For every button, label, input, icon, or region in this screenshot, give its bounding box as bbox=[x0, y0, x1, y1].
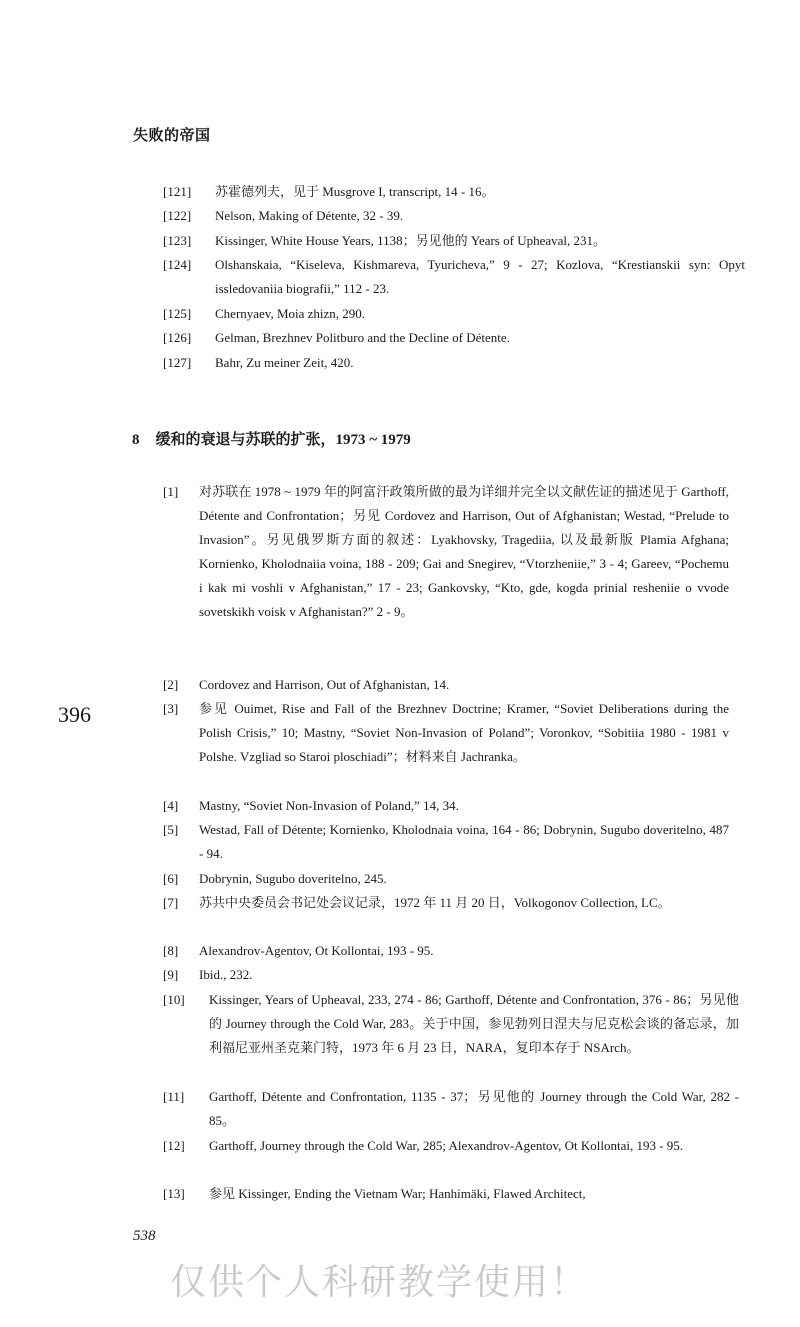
note-text: Bahr, Zu meiner Zeit, 420. bbox=[215, 355, 354, 370]
note-text: Mastny, “Soviet Non-Invasion of Poland,” 14, 34. bbox=[199, 798, 459, 813]
note-label: [5] bbox=[163, 822, 179, 837]
note-text: 参见 Ouimet, Rise and Fall of the Brezhnev Doctrine; Kramer, “Soviet Deliberations during the Polish Crisis,” 10; Mastny, “Soviet Non-Invasion of Poland”; Voronkov, “Sobitiia 1980 - 1981 v Polshe. Vzgliad so Staroi ploschiadi”；材料来自 Jachranka。 bbox=[199, 701, 729, 764]
note-text: Garthoff, Journey through the Cold War, 285; Alexandrov-Agentov, Ot Kollontai, 193 - 95. bbox=[209, 1138, 684, 1153]
note-item bbox=[163, 180, 745, 204]
section-number: 8 bbox=[132, 432, 140, 448]
note-label: [3] bbox=[163, 701, 179, 716]
note-label: [9] bbox=[163, 967, 179, 982]
note-text: Westad, Fall of Détente; Kornienko, Kholodnaia voina, 164 - 86; Dobrynin, Sugubo doveritelno, 487 - 94. bbox=[199, 822, 729, 861]
watermark: 仅供个人科研教学使用！ bbox=[170, 1262, 589, 1302]
running-header: 失败的帝国 bbox=[133, 128, 211, 144]
note-label: [12] bbox=[163, 1138, 185, 1153]
note-label: [123] bbox=[163, 233, 192, 248]
note-label: [11] bbox=[163, 1089, 185, 1104]
note-label: [124] bbox=[163, 257, 192, 272]
note-text: Chernyaev, Moia zhizn, 290. bbox=[215, 306, 366, 321]
note-item bbox=[163, 867, 729, 891]
note-text: Garthoff, Détente and Confrontation, 1135 - 37；另见他的 Journey through the Cold War, 282 - 85。 bbox=[209, 1089, 739, 1128]
section-title: 缓和的衰退与苏联的扩张，1973 ~ 1979 bbox=[155, 432, 411, 448]
note-item bbox=[163, 1182, 739, 1206]
note-label: [4] bbox=[163, 798, 179, 813]
note-label: [10] bbox=[163, 992, 185, 1007]
note-item bbox=[163, 204, 745, 228]
note-text: Olshanskaia, “Kiseleva, Kishmareva, Tyuricheva,” 9 - 27; Kozlova, “Krestianskii syn: Opyt issledovaniia biografii,” 112 - 23. bbox=[215, 257, 745, 296]
note-text: 对苏联在 1978 ~ 1979 年的阿富汗政策所做的最为详细并完全以文献佐证的描述见于 Garthoff, Détente and Confrontation；另见 Cordovez and Harrison, Out of Afghanistan; Westad, “Prelude to Invasion”。另见俄罗斯方面的叙述：Lyakhovsky, Tragediia, 以及最新版 Plamia Afghana; Kornienko, Kholodnaiia voina, 188 - 209; Gai and Snegirev, “Vtorzheniie,” 3 - 4; Gareev, “Pochemu i kak mi voshli v Afghanistan,” 17 - 23; Gankovsky, “Kto, gde, kogda prinial resheniie o vvode sovetskikh voisk v Afghanistan?” 2 - 9。 bbox=[199, 484, 729, 619]
note-item bbox=[163, 1134, 739, 1158]
note-item bbox=[163, 891, 729, 915]
note-label: [1] bbox=[163, 484, 179, 499]
note-item bbox=[163, 939, 729, 963]
note-item bbox=[163, 480, 729, 624]
note-text: Ibid., 232. bbox=[199, 967, 253, 982]
note-item bbox=[163, 302, 745, 326]
note-item bbox=[163, 229, 745, 253]
note-text: Gelman, Brezhnev Politburo and the Decline of Détente. bbox=[215, 330, 510, 345]
note-text: 苏霍德列夫，见于 Musgrove I, transcript, 14 - 16。 bbox=[215, 184, 495, 199]
note-item bbox=[163, 794, 729, 818]
note-label: [13] bbox=[163, 1186, 185, 1201]
note-label: [125] bbox=[163, 306, 192, 321]
note-text: Alexandrov-Agentov, Ot Kollontai, 193 - 95. bbox=[199, 943, 434, 958]
note-item bbox=[163, 818, 729, 866]
note-text: Dobrynin, Sugubo doveritelno, 245. bbox=[199, 871, 387, 886]
note-label: [7] bbox=[163, 895, 179, 910]
note-item bbox=[163, 351, 745, 375]
note-item bbox=[163, 963, 729, 987]
note-item bbox=[163, 1085, 739, 1133]
note-text: 苏共中央委员会书记处会议记录，1972 年 11 月 20 日，Volkogonov Collection, LC。 bbox=[199, 895, 671, 910]
note-text: Kissinger, Years of Upheaval, 233, 274 - 86; Garthoff, Détente and Confrontation, 376 - 86；另见他的 Journey through the Cold War, 283。关于中国，参见勃列日涅夫与尼克松会谈的备忘录，加利福尼亚州圣克莱门特，1973 年 6 月 23 日，NARA，复印本存于 NSArch。 bbox=[209, 992, 739, 1055]
page-number: 538 bbox=[133, 1228, 156, 1244]
note-label: [127] bbox=[163, 355, 192, 370]
note-text: Kissinger, White House Years, 1138；另见他的 Years of Upheaval, 231。 bbox=[215, 233, 607, 248]
note-label: [6] bbox=[163, 871, 179, 886]
note-text: Cordovez and Harrison, Out of Afghanistan, 14. bbox=[199, 677, 450, 692]
note-item bbox=[163, 673, 729, 697]
note-label: [122] bbox=[163, 208, 192, 223]
note-label: [8] bbox=[163, 943, 179, 958]
note-item bbox=[163, 253, 745, 301]
note-label: [121] bbox=[163, 184, 192, 199]
note-text: 参见 Kissinger, Ending the Vietnam War; Hanhimäki, Flawed Architect, bbox=[209, 1186, 586, 1201]
note-label: [126] bbox=[163, 330, 192, 345]
note-item bbox=[163, 988, 739, 1060]
note-text: Nelson, Making of Détente, 32 - 39. bbox=[215, 208, 404, 223]
section-heading bbox=[132, 428, 411, 449]
margin-page-number: 396 bbox=[58, 702, 91, 727]
note-item bbox=[163, 326, 745, 350]
note-item bbox=[163, 697, 729, 769]
note-label: [2] bbox=[163, 677, 179, 692]
